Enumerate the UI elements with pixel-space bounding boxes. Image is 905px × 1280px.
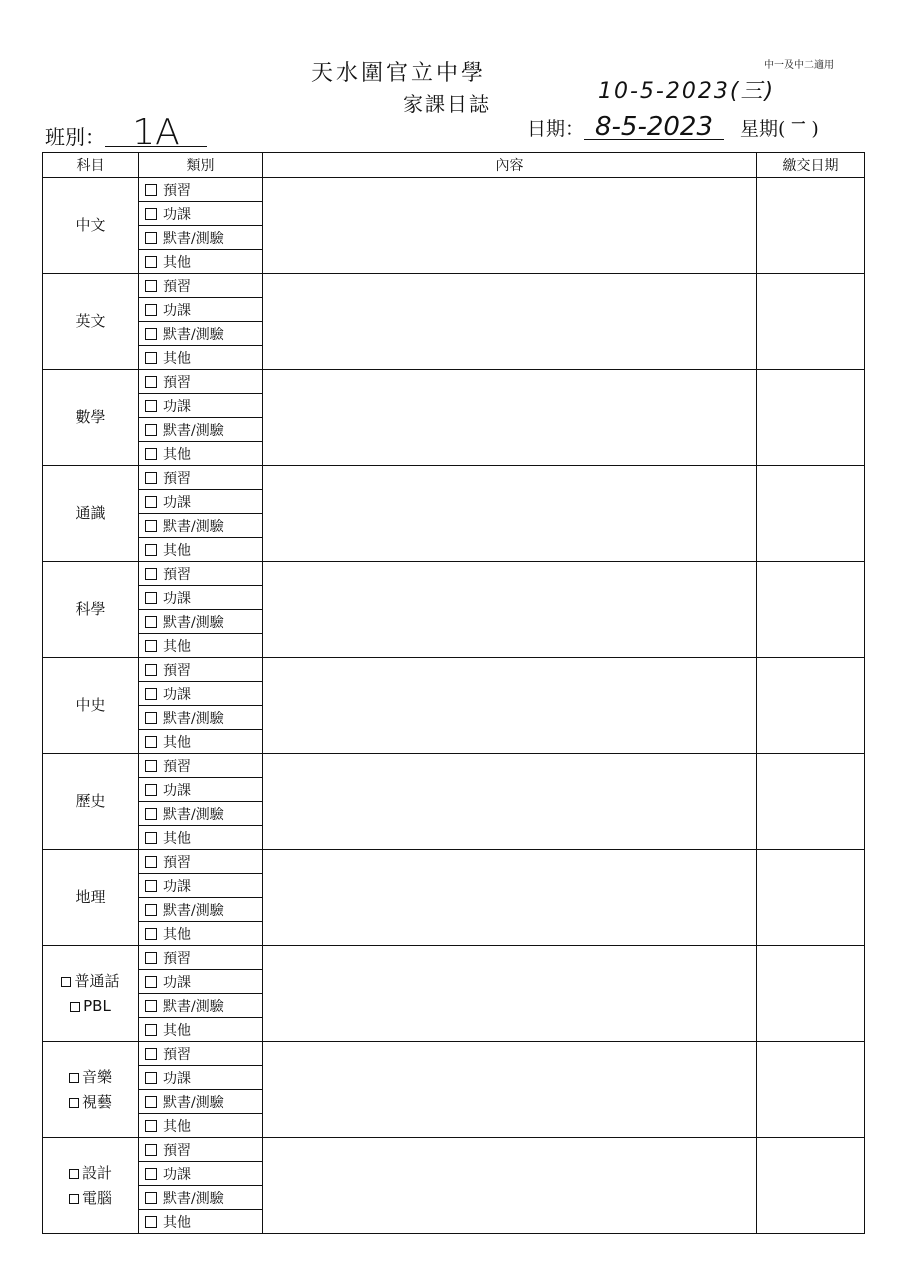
category-option-1[interactable]	[139, 1162, 263, 1186]
class-label: 班別：	[45, 125, 105, 149]
checkbox-icon[interactable]	[145, 832, 157, 844]
category-label: 默書/測驗	[163, 998, 224, 1015]
checkbox-icon[interactable]	[145, 328, 157, 340]
checkbox-icon[interactable]	[145, 736, 157, 748]
checkbox-icon[interactable]	[145, 880, 157, 892]
category-label: 默書/測驗	[163, 326, 224, 343]
due-date-cell[interactable]	[757, 178, 865, 274]
weekday-close: )	[811, 118, 819, 140]
category-option-1[interactable]	[139, 202, 263, 226]
checkbox-icon[interactable]	[145, 472, 157, 484]
table-row	[43, 754, 865, 778]
category-option-2[interactable]	[139, 418, 263, 442]
subject-name: 普通話	[74, 971, 120, 990]
category-option-1[interactable]	[139, 586, 263, 610]
subject-line	[43, 789, 138, 814]
category-option-3[interactable]	[139, 1018, 263, 1042]
category-label: 默書/測驗	[163, 422, 224, 439]
table-body	[43, 178, 865, 1234]
category-label: 預習	[163, 1046, 191, 1063]
checkbox-icon[interactable]	[145, 1072, 157, 1084]
checkbox-icon[interactable]	[145, 616, 157, 628]
category-option-0[interactable]	[139, 658, 263, 682]
table-row	[43, 562, 865, 586]
subject-name: PBL	[83, 996, 111, 1015]
category-option-1[interactable]	[139, 874, 263, 898]
checkbox-icon[interactable]	[145, 376, 157, 388]
category-option-2[interactable]	[139, 1186, 263, 1210]
category-label: 默書/測驗	[163, 710, 224, 727]
category-label: 默書/測驗	[163, 518, 224, 535]
checkbox-icon[interactable]	[145, 1144, 157, 1156]
checkbox-icon[interactable]	[145, 256, 157, 268]
date-field	[527, 114, 724, 141]
category-option-2[interactable]	[139, 322, 263, 346]
category-option-0[interactable]	[139, 178, 263, 202]
checkbox-icon[interactable]	[69, 1194, 79, 1204]
category-label: 功課	[163, 398, 191, 415]
subject-line	[43, 885, 138, 910]
content-cell[interactable]	[263, 178, 757, 274]
subject-cell	[43, 370, 139, 466]
handwritten-date: 10-5-2023(三)	[598, 79, 776, 104]
checkbox-icon[interactable]	[145, 1000, 157, 1012]
checkbox-icon[interactable]	[145, 208, 157, 220]
subject-name: 音樂	[81, 1067, 112, 1086]
subject-line	[43, 501, 138, 526]
subject-cell	[43, 274, 139, 370]
due-date-cell[interactable]	[757, 946, 865, 1042]
checkbox-icon[interactable]	[145, 784, 157, 796]
subject-name: 科學	[75, 600, 106, 618]
subject-cell[interactable]	[43, 1042, 139, 1138]
category-label: 預習	[163, 758, 191, 775]
category-label: 其他	[163, 542, 191, 559]
due-date-cell[interactable]	[757, 1138, 865, 1234]
checkbox-icon[interactable]	[145, 592, 157, 604]
category-label: 其他	[163, 1022, 191, 1039]
category-label: 默書/測驗	[163, 1190, 224, 1207]
checkbox-icon[interactable]	[145, 400, 157, 412]
subject-name: 視藝	[81, 1092, 112, 1111]
category-option-2[interactable]	[139, 994, 263, 1018]
checkbox-icon[interactable]	[70, 1002, 80, 1012]
checkbox-icon[interactable]	[145, 448, 157, 460]
category-option-3[interactable]	[139, 730, 263, 754]
checkbox-icon[interactable]	[145, 952, 157, 964]
subject-name: 中文	[75, 216, 106, 234]
checkbox-icon[interactable]	[145, 1024, 157, 1036]
checkbox-icon[interactable]	[145, 496, 157, 508]
category-label: 功課	[163, 302, 191, 319]
checkbox-icon[interactable]	[145, 544, 157, 556]
checkbox-icon[interactable]	[145, 1048, 157, 1060]
category-label: 默書/測驗	[163, 1094, 224, 1111]
due-date-cell[interactable]	[757, 370, 865, 466]
checkbox-icon[interactable]	[145, 1168, 157, 1180]
category-option-0[interactable]	[139, 946, 263, 970]
class-value[interactable]: 1A	[105, 120, 207, 147]
subject-name: 設計	[81, 1163, 112, 1182]
category-option-1[interactable]	[139, 298, 263, 322]
category-label: 預習	[163, 470, 191, 487]
category-option-0[interactable]	[139, 562, 263, 586]
table-header-row	[43, 153, 865, 178]
category-label: 默書/測驗	[163, 902, 224, 919]
category-option-1[interactable]	[139, 778, 263, 802]
category-label: 其他	[163, 926, 191, 943]
category-option-2[interactable]	[139, 898, 263, 922]
category-option-0[interactable]	[139, 274, 263, 298]
category-label: 功課	[163, 878, 191, 895]
checkbox-icon[interactable]	[145, 928, 157, 940]
subject-name: 電腦	[81, 1188, 112, 1207]
checkbox-icon[interactable]	[145, 1192, 157, 1204]
category-label: 預習	[163, 182, 191, 199]
category-option-3[interactable]	[139, 1210, 263, 1234]
table-row	[43, 466, 865, 490]
category-label: 默書/測驗	[163, 614, 224, 631]
category-label: 預習	[163, 278, 191, 295]
subject-cell	[43, 562, 139, 658]
checkbox-icon[interactable]	[61, 977, 71, 987]
subject-name: 中史	[75, 696, 106, 714]
checkbox-icon[interactable]	[145, 808, 157, 820]
category-label: 其他	[163, 638, 191, 655]
content-cell[interactable]	[263, 658, 757, 754]
due-date-cell[interactable]	[757, 754, 865, 850]
category-label: 功課	[163, 206, 191, 223]
table-row	[43, 1138, 865, 1162]
subject-name: 數學	[75, 408, 106, 426]
subject-line	[43, 309, 138, 334]
category-option-3[interactable]	[139, 346, 263, 370]
table-row	[43, 1042, 865, 1066]
content-cell[interactable]	[263, 946, 757, 1042]
content-cell[interactable]	[263, 274, 757, 370]
category-label: 功課	[163, 590, 191, 607]
table-row	[43, 178, 865, 202]
checkbox-icon[interactable]	[145, 760, 157, 772]
category-option-1[interactable]	[139, 970, 263, 994]
category-label: 其他	[163, 1214, 191, 1231]
checkbox-icon[interactable]	[69, 1073, 79, 1083]
checkbox-icon[interactable]	[145, 904, 157, 916]
due-date-cell[interactable]	[757, 850, 865, 946]
category-label: 其他	[163, 446, 191, 463]
category-label: 預習	[163, 374, 191, 391]
category-label: 功課	[163, 1070, 191, 1087]
subject-line	[43, 1090, 138, 1115]
category-label: 其他	[163, 734, 191, 751]
category-label: 預習	[163, 1142, 191, 1159]
due-date-header: 繳交日期	[757, 153, 865, 178]
category-option-0[interactable]	[139, 1042, 263, 1066]
category-header: 類別	[139, 153, 263, 178]
table-row	[43, 658, 865, 682]
table-row	[43, 274, 865, 298]
category-label: 其他	[163, 350, 191, 367]
subject-cell	[43, 754, 139, 850]
category-label: 預習	[163, 662, 191, 679]
category-label: 預習	[163, 566, 191, 583]
subject-line	[43, 693, 138, 718]
subject-cell	[43, 466, 139, 562]
category-option-1[interactable]	[139, 490, 263, 514]
checkbox-icon[interactable]	[145, 1216, 157, 1228]
checkbox-icon[interactable]	[145, 232, 157, 244]
weekday-value[interactable]: 一	[791, 117, 806, 133]
due-date-cell[interactable]	[757, 274, 865, 370]
weekday-field	[740, 114, 819, 141]
category-option-2[interactable]	[139, 226, 263, 250]
school-name: 天水圍官立中學	[311, 61, 487, 86]
checkbox-icon[interactable]	[69, 1169, 79, 1179]
category-option-2[interactable]	[139, 1090, 263, 1114]
category-option-0[interactable]	[139, 370, 263, 394]
checkbox-icon[interactable]	[145, 640, 157, 652]
table-row	[43, 370, 865, 394]
subject-line	[43, 1161, 138, 1186]
content-cell[interactable]	[263, 562, 757, 658]
category-option-1[interactable]	[139, 1066, 263, 1090]
checkbox-icon[interactable]	[145, 352, 157, 364]
checkbox-icon[interactable]	[145, 664, 157, 676]
category-label: 默書/測驗	[163, 806, 224, 823]
due-date-cell[interactable]	[757, 1042, 865, 1138]
checkbox-icon[interactable]	[145, 304, 157, 316]
subject-line	[43, 597, 138, 622]
category-label: 其他	[163, 830, 191, 847]
due-date-cell[interactable]	[757, 466, 865, 562]
subject-cell	[43, 658, 139, 754]
applicability-note: 中一及中二適用	[764, 60, 834, 71]
category-option-3[interactable]	[139, 442, 263, 466]
checkbox-icon[interactable]	[145, 856, 157, 868]
category-label: 預習	[163, 854, 191, 871]
date-value[interactable]: 8-5-2023	[584, 115, 724, 140]
checkbox-icon[interactable]	[145, 976, 157, 988]
weekday-label: 星期(	[740, 118, 786, 140]
category-option-2[interactable]	[139, 610, 263, 634]
category-option-0[interactable]	[139, 466, 263, 490]
subject-name: 歷史	[75, 792, 106, 810]
checkbox-icon[interactable]	[145, 424, 157, 436]
category-label: 其他	[163, 1118, 191, 1135]
subject-cell	[43, 850, 139, 946]
content-cell[interactable]	[263, 1042, 757, 1138]
table-row	[43, 850, 865, 874]
category-option-3[interactable]	[139, 250, 263, 274]
checkbox-icon[interactable]	[145, 1120, 157, 1132]
content-cell[interactable]	[263, 754, 757, 850]
due-date-cell[interactable]	[757, 562, 865, 658]
category-option-2[interactable]	[139, 706, 263, 730]
category-option-2[interactable]	[139, 802, 263, 826]
content-cell[interactable]	[263, 370, 757, 466]
category-option-2[interactable]	[139, 514, 263, 538]
checkbox-icon[interactable]	[145, 1096, 157, 1108]
category-label: 功課	[163, 686, 191, 703]
checkbox-icon[interactable]	[145, 568, 157, 580]
category-option-3[interactable]	[139, 538, 263, 562]
category-option-0[interactable]	[139, 754, 263, 778]
checkbox-icon[interactable]	[145, 712, 157, 724]
subject-cell[interactable]	[43, 1138, 139, 1234]
form-title: 家課日誌	[403, 92, 491, 116]
homework-table	[42, 152, 865, 1234]
subject-line	[43, 969, 138, 994]
category-label: 功課	[163, 782, 191, 799]
category-label: 功課	[163, 1166, 191, 1183]
category-option-3[interactable]	[139, 826, 263, 850]
category-option-0[interactable]	[139, 1138, 263, 1162]
subject-name: 地理	[75, 888, 106, 906]
due-date-cell[interactable]	[757, 658, 865, 754]
subject-cell[interactable]	[43, 946, 139, 1042]
subject-line	[43, 213, 138, 238]
checkbox-icon[interactable]	[145, 520, 157, 532]
content-cell[interactable]	[263, 466, 757, 562]
category-option-3[interactable]	[139, 1114, 263, 1138]
checkbox-icon[interactable]	[145, 688, 157, 700]
category-label: 功課	[163, 494, 191, 511]
subject-header: 科目	[43, 153, 139, 178]
category-option-3[interactable]	[139, 922, 263, 946]
category-option-0[interactable]	[139, 850, 263, 874]
date-label: 日期：	[527, 118, 585, 140]
category-label: 默書/測驗	[163, 230, 224, 247]
content-cell[interactable]	[263, 1138, 757, 1234]
table-row	[43, 946, 865, 970]
category-option-1[interactable]	[139, 682, 263, 706]
class-field	[45, 112, 207, 153]
checkbox-icon[interactable]	[145, 184, 157, 196]
content-cell[interactable]	[263, 850, 757, 946]
content-header: 內容	[263, 153, 757, 178]
subject-name: 通識	[75, 504, 106, 522]
subject-cell	[43, 178, 139, 274]
checkbox-icon[interactable]	[69, 1098, 79, 1108]
checkbox-icon[interactable]	[145, 280, 157, 292]
subject-line	[43, 405, 138, 430]
subject-line	[43, 1065, 138, 1090]
category-option-1[interactable]	[139, 394, 263, 418]
subject-line	[43, 1186, 138, 1211]
subject-line	[43, 994, 138, 1019]
category-label: 預習	[163, 950, 191, 967]
category-label: 其他	[163, 254, 191, 271]
category-option-3[interactable]	[139, 634, 263, 658]
subject-name: 英文	[75, 312, 106, 330]
category-label: 功課	[163, 974, 191, 991]
